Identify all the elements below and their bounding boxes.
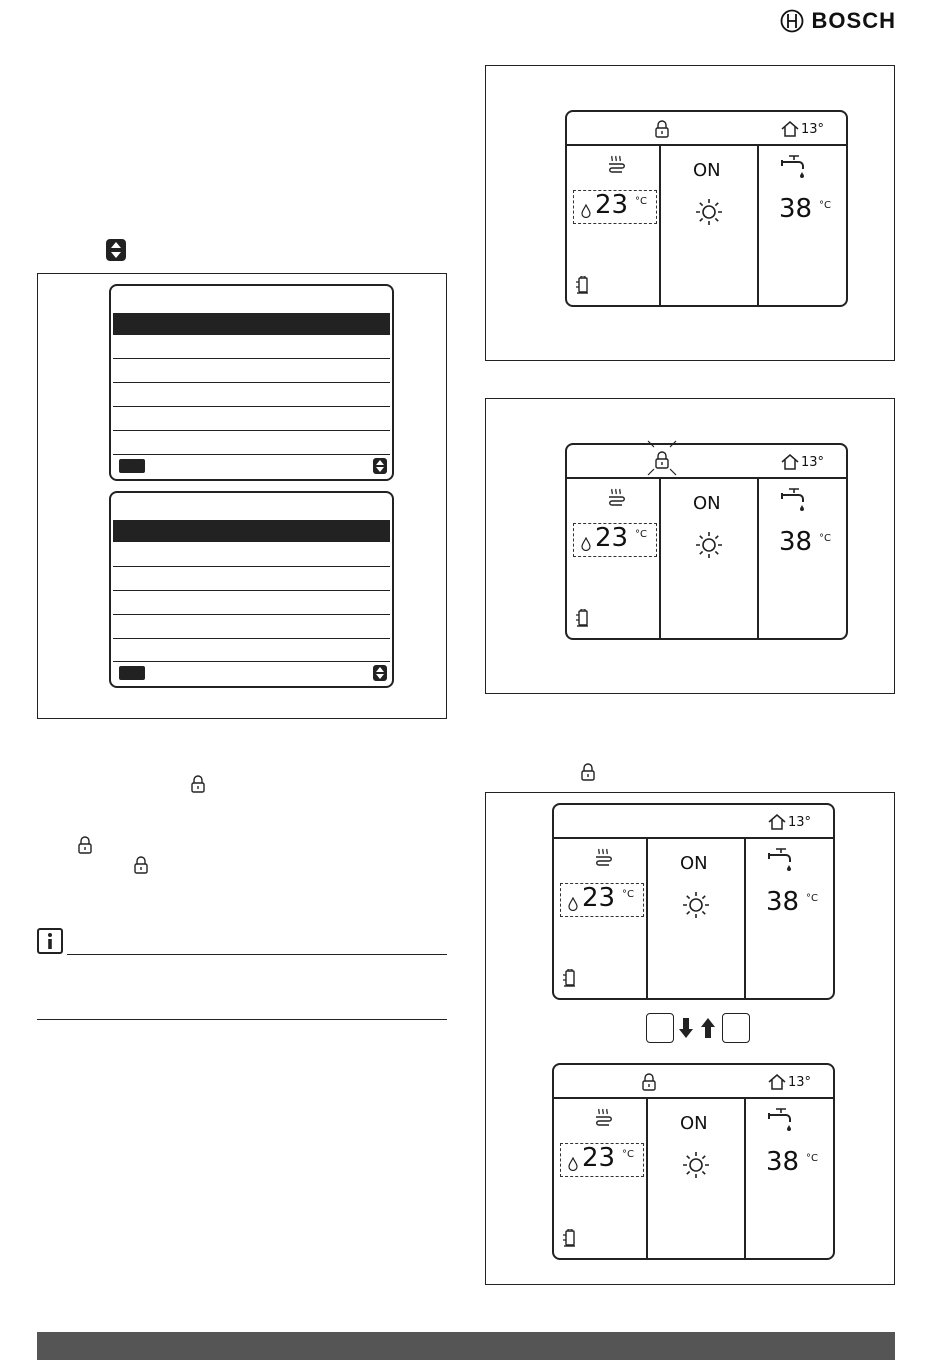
menu-row-divider (113, 358, 390, 359)
water-temp-unit: °C (806, 1153, 818, 1164)
menu-screen-1 (109, 284, 394, 481)
brand-logo (780, 8, 896, 34)
droplet-icon (568, 897, 578, 911)
tank-icon (575, 609, 589, 627)
menu-back-button[interactable] (119, 666, 145, 680)
room-temp-value: 23 (582, 1143, 616, 1173)
lock-icon (190, 775, 206, 793)
room-temp-value: 23 (595, 523, 629, 553)
bosch-armature-icon (780, 9, 804, 33)
display-header (554, 1065, 833, 1099)
room-temp-value: 23 (582, 883, 616, 913)
status-label: ON (693, 160, 721, 181)
room-temp-unit: °C (635, 529, 647, 540)
menu-row-divider (113, 566, 390, 567)
heating-icon (594, 1107, 614, 1127)
heating-icon (594, 847, 614, 867)
control-button-right[interactable] (722, 1013, 750, 1043)
status-label: ON (693, 493, 721, 514)
outdoor-temp-value: 13° (800, 454, 824, 470)
room-temp-unit: °C (622, 889, 634, 900)
house-icon (780, 120, 800, 138)
controller-display-relocked (552, 1063, 835, 1260)
brand-name: BOSCH (811, 8, 896, 33)
outdoor-temp-value: 13° (787, 814, 811, 830)
controller-display-lock-flashing (565, 443, 848, 640)
arrow-up-icon (700, 1017, 716, 1039)
hot-water-tap-icon (766, 1105, 794, 1133)
water-temp-value: 38 (766, 1147, 800, 1177)
sun-icon (682, 1151, 710, 1179)
house-icon (767, 813, 787, 831)
menu-back-button[interactable] (119, 459, 145, 473)
menu-row-divider (113, 454, 390, 455)
lock-icon (641, 1073, 657, 1091)
menu-row-divider (113, 661, 390, 662)
water-temp-value: 38 (779, 527, 813, 557)
water-temp-value: 38 (766, 887, 800, 917)
menu-row-divider (113, 382, 390, 383)
lock-icon (77, 836, 93, 854)
column-divider (659, 144, 661, 305)
outdoor-temp (767, 813, 811, 831)
column-divider (646, 837, 648, 998)
note-rule-bottom (37, 1019, 447, 1020)
menu-row-divider (113, 590, 390, 591)
display-header (554, 805, 833, 839)
outdoor-temp-value: 13° (787, 1074, 811, 1090)
heating-icon (607, 154, 627, 174)
lock-icon (133, 856, 149, 874)
droplet-icon (581, 204, 591, 218)
hot-water-tap-icon (779, 485, 807, 513)
droplet-icon (581, 537, 591, 551)
tank-icon (562, 969, 576, 987)
up-down-icon[interactable] (373, 665, 387, 681)
status-label: ON (680, 1113, 708, 1134)
water-temp-unit: °C (819, 200, 831, 211)
room-temp-unit: °C (622, 1149, 634, 1160)
display-header (567, 112, 846, 146)
controller-display-unlocked (552, 803, 835, 1000)
heating-icon (607, 487, 627, 507)
column-divider (757, 144, 759, 305)
up-down-icon[interactable] (373, 458, 387, 474)
house-icon (780, 453, 800, 471)
control-button-left[interactable] (646, 1013, 674, 1043)
sun-icon (695, 531, 723, 559)
outdoor-temp (767, 1073, 811, 1091)
column-divider (744, 1097, 746, 1258)
droplet-icon (568, 1157, 578, 1171)
house-icon (767, 1073, 787, 1091)
outdoor-temp-value: 13° (800, 121, 824, 137)
menu-selected-row[interactable] (113, 313, 390, 335)
footer-bar (37, 1332, 895, 1360)
hot-water-tap-icon (779, 152, 807, 180)
room-temp-value: 23 (595, 190, 629, 220)
outdoor-temp (780, 120, 824, 138)
outdoor-temp (780, 453, 824, 471)
controller-display-locked (565, 110, 848, 307)
note-rule-top (67, 954, 447, 955)
tank-icon (562, 1229, 576, 1247)
menu-screen-2 (109, 491, 394, 688)
water-temp-unit: °C (819, 533, 831, 544)
menu-row-divider (113, 638, 390, 639)
up-down-icon (106, 239, 126, 261)
column-divider (646, 1097, 648, 1258)
water-temp-value: 38 (779, 194, 813, 224)
water-temp-unit: °C (806, 893, 818, 904)
info-icon (37, 928, 63, 954)
menu-row-divider (113, 614, 390, 615)
menu-row-divider (113, 406, 390, 407)
menu-selected-row[interactable] (113, 520, 390, 542)
lock-icon (580, 763, 596, 781)
lock-flashing-icon (644, 439, 680, 479)
sun-icon (682, 891, 710, 919)
column-divider (659, 477, 661, 638)
arrow-down-icon (678, 1017, 694, 1039)
column-divider (744, 837, 746, 998)
lock-icon (654, 120, 670, 138)
display-header (567, 445, 846, 479)
sun-icon (695, 198, 723, 226)
room-temp-unit: °C (635, 196, 647, 207)
status-label: ON (680, 853, 708, 874)
hot-water-tap-icon (766, 845, 794, 873)
tank-icon (575, 276, 589, 294)
column-divider (757, 477, 759, 638)
menu-row-divider (113, 430, 390, 431)
